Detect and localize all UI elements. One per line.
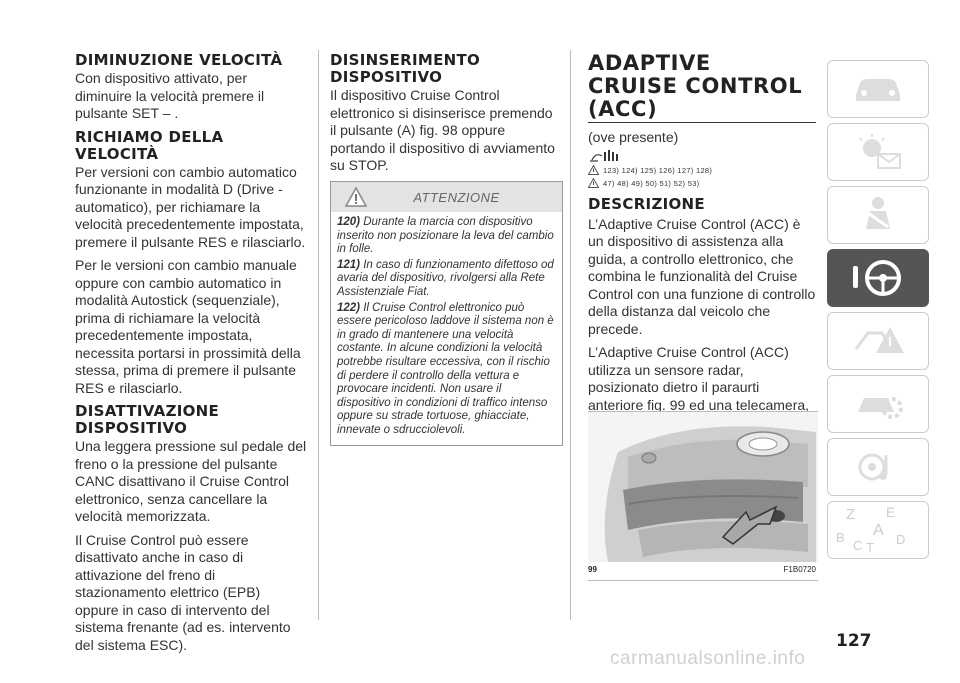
heading-disinserimento: DISINSERIMENTO DISPOSITIVO [330, 51, 481, 86]
caution-references: 47) 48) 49) 50) 51) 52) 53) [603, 178, 700, 188]
column-divider [318, 50, 319, 620]
figure-code: F1B0720 [783, 565, 816, 574]
paragraph: L’Adaptive Cruise Control (ACC) utilizza un sensore radar, posizionato dietro il paraurti anteriore fig. 99 ed una telecamera, [588, 344, 810, 413]
paragraph: Per le versioni con cambio manuale oppure con cambio automatico in modalità Autostick (sequenziale), prima di richiamare la velocità precedentemente impostata, necessita portarsi in prossimità della stessa, prima di premere il pulsante RES e rilasciarlo. [75, 257, 301, 396]
paragraph: Una leggera pressione sul pedale del freno o la pressione del pulsante CANC disattivano il Cruise Control elettronico, senza cancellare la velocità memorizzata. [75, 438, 307, 524]
index-letter: T [866, 540, 874, 555]
warning-item: 120) Durante la marcia con dispositivo inserito non posizionare la leva del cambio in folle. [337, 216, 554, 256]
index-letter: C [853, 538, 863, 553]
paragraph: Per versioni con cambio automatico funzionante in modalità D (Drive - automatico), per richiamare la velocità precedentemente impostata, premere il pulsante RES e rilasciarlo. [75, 163, 306, 250]
column-left [75, 52, 307, 660]
maintenance-icon [848, 382, 908, 426]
index-letter: A [873, 522, 884, 539]
paragraph: Il Cruise Control può essere disattivato anche in caso di attivazione del freno di stazionamento elettrico (EPB) oppure in caso di intervento del sistema frenante (ad es. intervento del sistema ESC). [75, 531, 291, 653]
emergency-icon [848, 319, 908, 363]
paragraph: L’Adaptive Cruise Control (ACC) è un dispositivo di assistenza alla guida, a controllo elettronico, che combina le funzionalità del Cruise Control con una funzione di controllo della distanza dal veicolo che precede. [588, 215, 816, 337]
warning-box [330, 181, 563, 446]
warning-triangle-icon [588, 165, 599, 175]
reference-row [588, 177, 818, 190]
caution-triangle-icon [588, 178, 599, 188]
warning-title: ATTENZIONE [413, 190, 500, 205]
reference-row [588, 164, 818, 177]
index-letter: Z [846, 506, 856, 523]
car-front-image [588, 412, 818, 562]
chapter-sidebar [827, 60, 929, 564]
index-letter: E [886, 504, 896, 520]
index-letter: B [836, 530, 845, 545]
tab-emergency[interactable] [827, 312, 929, 370]
tab-index[interactable] [827, 501, 929, 559]
index-letter: D [896, 532, 906, 547]
availability-note: (ove presente) [588, 129, 679, 145]
warning-lights-icon [848, 132, 908, 172]
page-number: 127 [836, 631, 872, 651]
warning-references: 123) 124) 125) 126) 127) 128) [603, 165, 713, 175]
section-title: ADAPTIVE CRUISE CONTROL (ACC) [588, 51, 803, 121]
paragraph: Il dispositivo Cruise Control elettronico si disinserisce premendo il pulsante (A) fig. 98 oppure portando il dispositivo di avviamento su STOP. [330, 87, 555, 173]
tab-safety[interactable] [827, 186, 929, 244]
heading-richiamo: RICHIAMO DELLA VELOCITÀ [75, 127, 224, 163]
car-icon [848, 71, 908, 107]
watermark: carmanualsonline.info [610, 648, 806, 669]
column-divider [570, 50, 571, 620]
tab-maintenance[interactable] [827, 375, 929, 433]
paragraph: Con dispositivo attivato, per diminuire la velocità premere il pulsante SET – . [75, 70, 265, 121]
safety-icon [848, 193, 908, 237]
multimedia-icon [848, 445, 908, 489]
column-middle [330, 52, 562, 181]
tab-multimedia[interactable] [827, 438, 929, 496]
tab-starting-driving[interactable] [827, 249, 929, 307]
figure-number: 99 [588, 565, 597, 574]
tab-warning-lights[interactable] [827, 123, 929, 181]
heading-diminuzione: DIMINUZIONE VELOCITÀ [75, 51, 283, 69]
tab-car-overview[interactable] [827, 60, 929, 118]
heading-descrizione: DESCRIZIONE [588, 194, 705, 213]
heading-disattivazione: DISATTIVAZIONE DISPOSITIVO [75, 402, 220, 437]
title-underline [588, 122, 816, 123]
steering-wheel-icon [843, 256, 913, 300]
warning-header [331, 182, 562, 212]
warning-item: 122) Il Cruise Control elettronico può essere pericoloso laddove il sistema non è in grado di mantenere una velocità costante. In alcune condizioni la velocità potrebbe risultare eccessiva, con il rischio di perdere il controllo della vettura e provocare incidenti. Non usare il dispositivo in condizioni di traffico intenso oppure su strade tortuose, ghiacciate, innevate o sdrucciolevoli. [337, 301, 554, 436]
figure-99 [588, 411, 818, 581]
warning-item: 121) In caso di funzionamento difettoso od avaria del dispositivo, rivolgersi alla Rete Assistenziale Fiat. [337, 258, 554, 298]
acc-symbol-icon [588, 148, 818, 164]
